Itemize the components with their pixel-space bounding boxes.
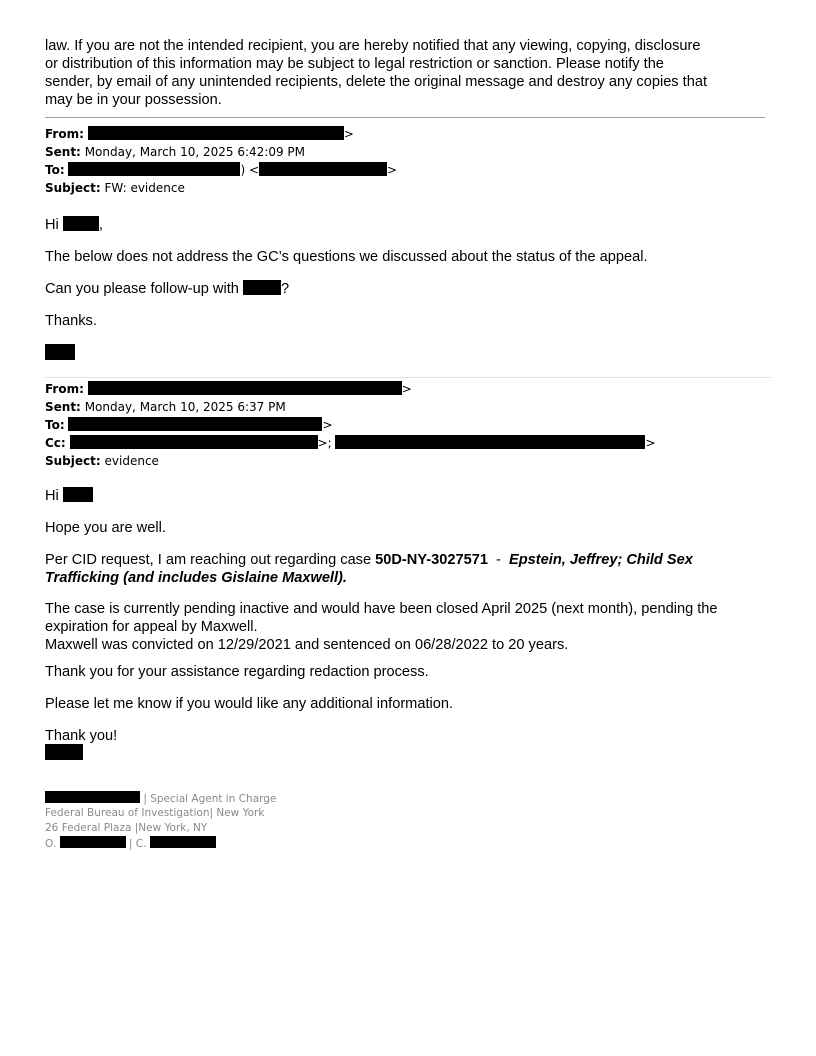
email2-greeting: [45, 487, 93, 505]
cc-label: Cc:: [45, 436, 66, 450]
redaction-bar: [150, 836, 216, 848]
subject-label: Subject:: [45, 454, 101, 468]
status-line: Maxwell was convicted on 12/29/2021 and sentenced on 06/28/2022 to 20 years.: [45, 637, 569, 653]
email2-additional: Please let me know if you would like any additional information.: [45, 696, 454, 712]
signature-title-line: [45, 791, 276, 807]
to-label: To:: [45, 418, 65, 432]
subject-value: evidence: [104, 454, 159, 468]
sent-value: Monday, March 10, 2025 6:42:09 PM: [84, 145, 305, 159]
redaction-bar: [63, 216, 99, 231]
cc-mid: >;: [317, 436, 332, 450]
email2-assist: Thank you for your assistance regarding redaction process.: [45, 664, 429, 680]
followup-text: Can you please follow-up with: [45, 281, 239, 297]
disclaimer: [45, 37, 785, 109]
redaction-bar: [335, 435, 645, 449]
from-line: [45, 380, 785, 398]
redaction-bar: [45, 344, 75, 360]
redaction-bar: [243, 280, 281, 295]
email2-thankyou: Thank you!: [45, 728, 118, 744]
signature-phone-line: [45, 836, 216, 852]
divider: [45, 377, 771, 378]
sent-value: Monday, March 10, 2025 6:37 PM: [84, 400, 286, 414]
redaction-bar: [68, 417, 322, 431]
case-title: Epstein, Jeffrey; Child Sex: [509, 552, 693, 568]
sent-label: Sent:: [45, 400, 81, 414]
case-title-cont: Trafficking (and includes Gislaine Maxwell).: [45, 570, 347, 586]
redaction-bar: [68, 162, 240, 176]
email2-hope: Hope you are well.: [45, 520, 166, 536]
disclaimer-line: law. If you are not the intended recipient, you are hereby notified that any viewing, copying, disclosure: [45, 38, 701, 54]
redaction-bar: [70, 435, 318, 449]
subject-line: [45, 179, 785, 197]
to-line: [45, 416, 785, 434]
email1-followup: [45, 280, 289, 298]
cell-label: | C.: [128, 838, 147, 850]
subject-line: [45, 452, 785, 470]
sent-label: Sent:: [45, 145, 81, 159]
divider: [45, 117, 765, 118]
signature-title: | Special Agent in Charge: [143, 793, 277, 805]
from-line: [45, 125, 785, 143]
email1-header: [45, 125, 785, 197]
email2-status: [45, 600, 785, 654]
cc-suffix: >: [645, 436, 656, 450]
from-label: From:: [45, 127, 84, 141]
followup-suffix: ?: [280, 281, 290, 297]
from-label: From:: [45, 382, 84, 396]
redaction-bar: [88, 381, 402, 395]
greeting-text: Hi: [45, 217, 59, 233]
email2-header: [45, 380, 785, 470]
email1-greeting: [45, 216, 103, 234]
case-intro: Per CID request, I am reaching out regarding case: [45, 552, 372, 568]
case-dash: -: [496, 552, 501, 568]
redaction-bar: [60, 836, 126, 848]
signature-address: 26 Federal Plaza |New York, NY: [45, 822, 208, 834]
email2-case-paragraph: [45, 551, 785, 587]
to-mid: ) <: [240, 163, 260, 177]
from-suffix: >: [401, 382, 412, 396]
signature-org: Federal Bureau of Investigation| New York: [45, 807, 265, 819]
redaction-bar: [259, 162, 387, 176]
status-line: The case is currently pending inactive and would have been closed April 2025 (next month), pending the: [45, 601, 718, 617]
from-suffix: >: [343, 127, 354, 141]
subject-label: Subject:: [45, 181, 101, 195]
sent-line: [45, 398, 785, 416]
to-suffix: >: [322, 418, 333, 432]
disclaimer-line: or distribution of this information may be subject to legal restriction or sanction. Please notify the: [45, 56, 664, 72]
redaction-bar: [88, 126, 344, 140]
greeting-text: Hi: [45, 488, 59, 504]
email1-paragraph: The below does not address the GC’s questions we discussed about the status of the appeal.: [45, 249, 648, 265]
status-line: expiration for appeal by Maxwell.: [45, 619, 258, 635]
redaction-bar: [45, 744, 83, 760]
redaction-bar: [63, 487, 93, 502]
disclaimer-line: sender, by email of any unintended recipients, delete the original message and destroy any copies that: [45, 74, 707, 90]
case-line-1: [45, 551, 785, 569]
disclaimer-line: may be in your possession.: [45, 92, 222, 108]
sent-line: [45, 143, 785, 161]
to-line: [45, 161, 785, 179]
email1-thanks: Thanks.: [45, 313, 97, 329]
greeting-suffix: ,: [98, 217, 103, 233]
office-label: O.: [45, 838, 57, 850]
to-label: To:: [45, 163, 65, 177]
cc-line: [45, 434, 785, 452]
subject-value: FW: evidence: [104, 181, 185, 195]
redaction-bar: [45, 791, 140, 803]
case-number: 50D-NY-3027571: [375, 552, 488, 568]
to-suffix: >: [387, 163, 398, 177]
